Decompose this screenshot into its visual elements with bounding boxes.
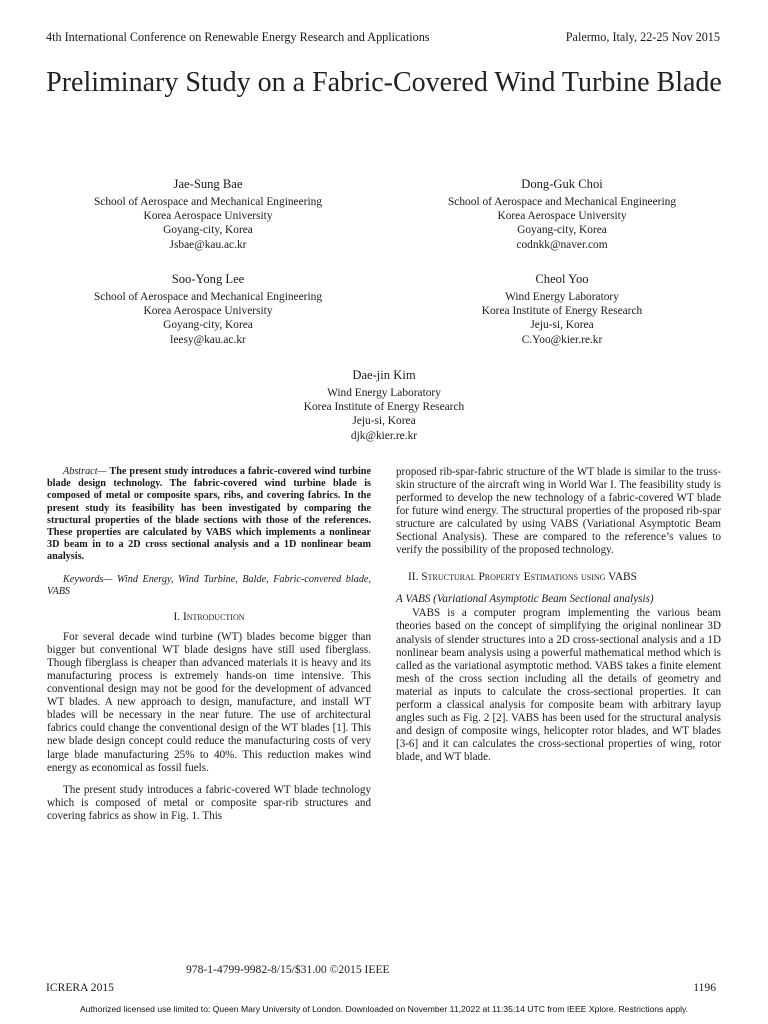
author-name: Cheol Yoo [535, 272, 589, 286]
section-heading-introduction: I. Introduction [173, 611, 245, 624]
author-affiliation: Wind Energy Laboratory [327, 387, 441, 399]
author-block-1 [38, 177, 378, 252]
abstract-label: Abstract— [63, 466, 107, 477]
author-affiliation: Korea Institute of Energy Research [481, 305, 643, 318]
author-affiliation: School of Aerospace and Mechanical Engineering [447, 196, 677, 208]
author-affiliation: Korea Aerospace University [143, 305, 273, 318]
conference-header: 4th International Conference on Renewable Energy Research and Applications [46, 30, 430, 44]
paper-title: Preliminary Study on a Fabric-Covered Wind Turbine Blade [46, 67, 722, 98]
abstract-text: The present study introduces a fabric-covered wind turbine blade design technology. The fabric-covered wind turbine blade is composed of metal or composite spars, ribs, and covering fabrics. In the present study its feasibility has been investigated by comparing the structural properties of the blade sections with those of the references. These properties are calculated by VABS which implements a nonlinear 3D beam in to a 2D cross sectional analysis and a 1D nonlinear beam analysis. [47, 466, 371, 563]
author-affiliation: Wind Energy Laboratory [505, 291, 619, 303]
body-paragraph: VABS is a computer program implementing the various beam theories based on the concept of simplifying the original nonlinear 3D analysis of slender structures into a 2D cross-sectional analysis and a 1D nonlinear beam analysis using a powerful mathematical method which is called as the variational asymptotic method. VABS takes a finite element mesh of the cross section including all the details of geometry and material as inputs to calculate the cross-sectional properties. It can perform a classical analysis for composite beam with arbitrary layup angles such as Fig. 2 [2]. VABS has been used for the structural analysis and design of composite wings, helicopter rotor blades, and WT blades [3-6] and it can calculates the cross-sectional properties of wing, rotor blade, and WT blade. [396, 607, 721, 763]
author-name: Jae-Sung Bae [173, 177, 243, 191]
section-heading-structural-property: II. Structural Property Estimations using VABS [408, 571, 637, 584]
author-affiliation: Korea Aerospace University [143, 210, 273, 223]
license-notice: Authorized licensed use limited to: Queen Mary University of London. Downloaded on November 11,2022 at 11:35:14 UTC from IEEE Xplore. Restrictions apply. [79, 1004, 689, 1014]
right-column [396, 466, 721, 764]
author-block-2 [392, 177, 732, 252]
author-email: Jsbae@kau.ac.kr [169, 238, 247, 251]
abstract [47, 466, 371, 564]
author-affiliation: Goyang-city, Korea [163, 319, 253, 332]
author-affiliation: Goyang-city, Korea [517, 224, 607, 237]
subsection-heading-vabs: A VABS (Variational Asymptotic Beam Sectional analysis) [396, 593, 654, 606]
author-email: leesy@kau.ac.kr [170, 333, 246, 346]
author-email: C.Yoo@kier.re.kr [521, 333, 603, 346]
conference-location: Palermo, Italy, 22-25 Nov 2015 [565, 30, 720, 44]
body-paragraph: For several decade wind turbine (WT) blades become bigger than bigger but conventional WT blade designs have still used fiberglass. Though fiberglass is cheaper than advanced materials it is heavy and its manufacturing process is extremely hands-on time intensive. This conventional design may not be good for the development of advanced WT blades. A new approach to design, manufacture, and install WT blades will be necessary in the near future. The use of architectural fabrics could change the conventional design of the WT blades [1]. This new blade design concept could reduce the manufacturing costs of very large blade manufacturing 25% to 40%. This reduction makes wind energy as economical as fossil fuels. [47, 631, 371, 774]
conference-acronym: ICRERA 2015 [46, 981, 114, 994]
author-name: Soo-Yong Lee [171, 272, 245, 286]
author-affiliation: School of Aerospace and Mechanical Engineering [93, 196, 323, 208]
author-email: codnkk@naver.com [516, 238, 608, 251]
author-affiliation: Jeju-si, Korea [352, 415, 416, 428]
author-block-5 [214, 368, 554, 443]
body-paragraph: The present study introduces a fabric-covered WT blade technology which is composed of metal or composite spar-rib structures and covering fabrics as show in Fig. 1. This [47, 783, 371, 822]
body-paragraph: proposed rib-spar-fabric structure of the WT blade is similar to the truss-skin structure of the aircraft wing in World War I. The feasibility study is performed to develop the new technology of a fabric-covered WT blade for future wind energy. The structural properties of the proposed rib-spar structure are calculated by using VABS (Variational Asymptotic Beam Sectional Analysis). These are compared to the reference’s values to verify the possibility of the proposed technology. [396, 466, 721, 557]
page-number: 1196 [693, 981, 716, 994]
author-block-3 [38, 272, 378, 347]
author-affiliation: Korea Institute of Energy Research [303, 401, 465, 414]
author-email: djk@kier.re.kr [350, 429, 418, 442]
copyright-line: 978-1-4799-9982-8/15/$31.00 ©2015 IEEE [186, 963, 390, 976]
author-block-4 [392, 272, 732, 347]
author-affiliation: Korea Aerospace University [497, 210, 627, 223]
author-name: Dae-jin Kim [352, 368, 416, 382]
author-affiliation: Goyang-city, Korea [163, 224, 253, 237]
keywords: Keywords— Wind Energy, Wind Turbine, Balde, Fabric-convered blade, VABS [47, 573, 371, 597]
author-affiliation: School of Aerospace and Mechanical Engineering [93, 291, 323, 303]
author-name: Dong-Guk Choi [521, 177, 603, 191]
author-affiliation: Jeju-si, Korea [530, 319, 594, 332]
left-column [47, 466, 371, 823]
